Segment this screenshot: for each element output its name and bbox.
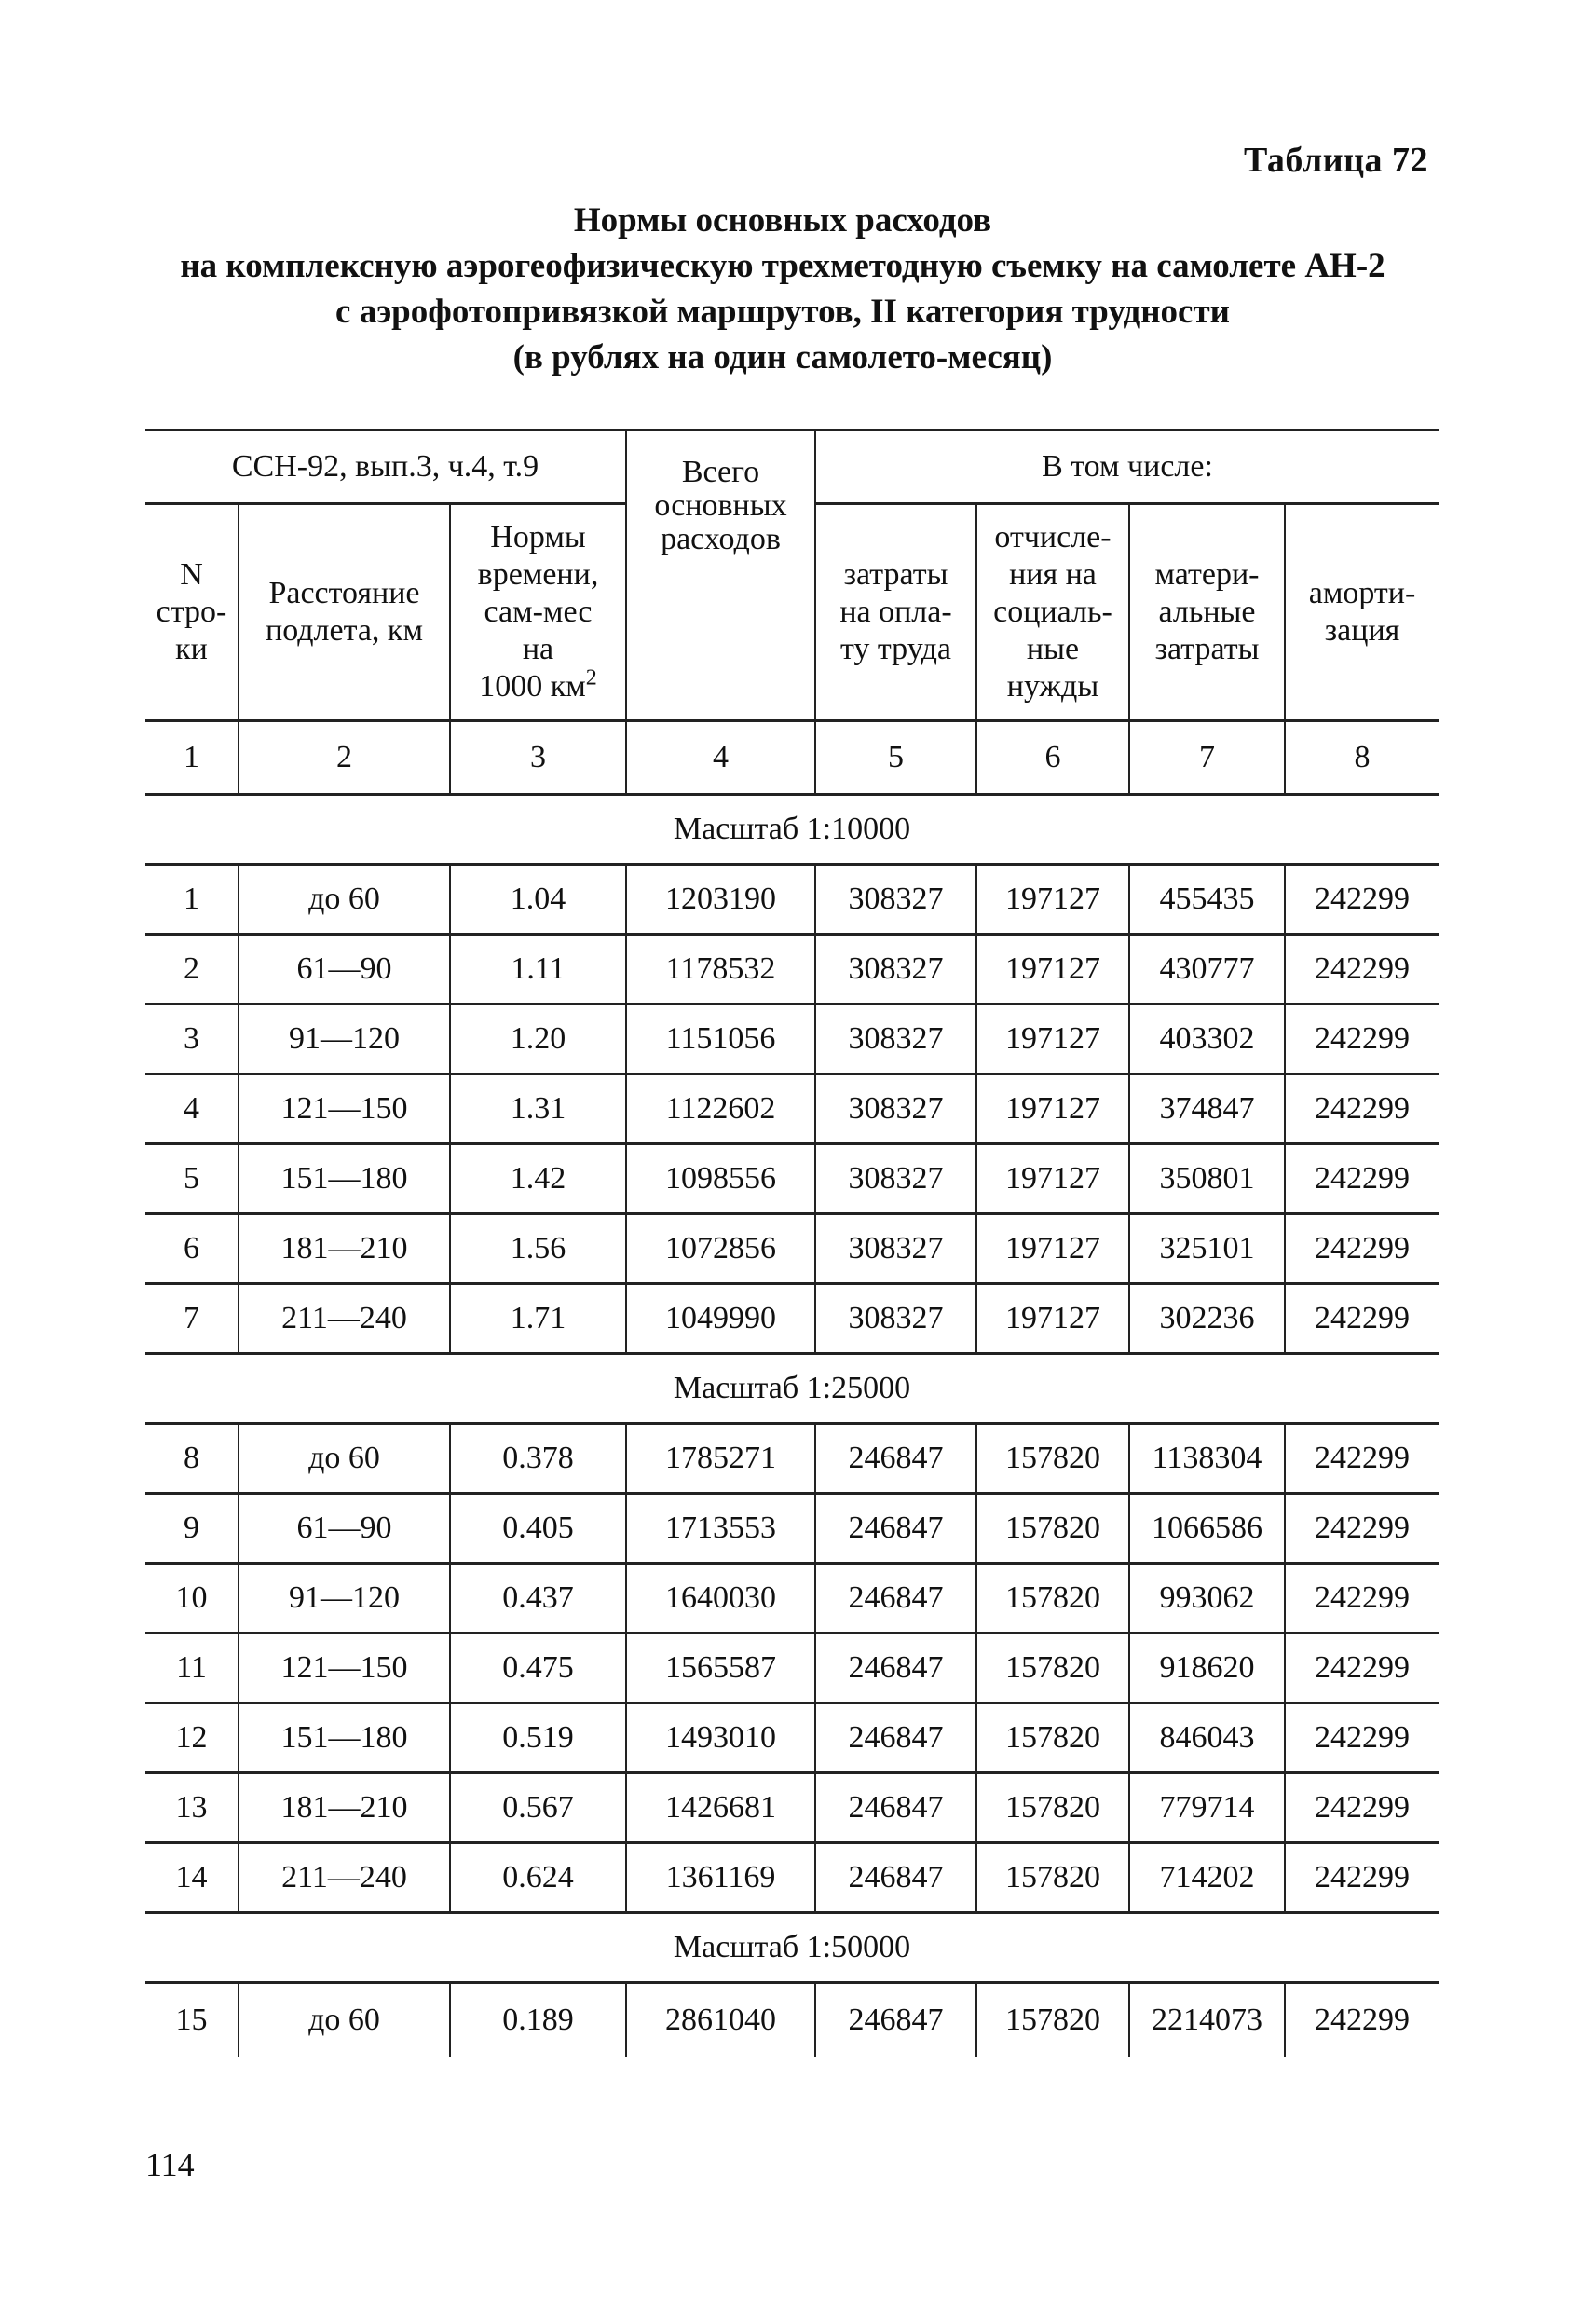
table-label: Таблица 72 — [1243, 141, 1428, 180]
table-cell: 242299 — [1285, 1074, 1439, 1144]
table-cell: 1151056 — [626, 1005, 815, 1074]
table-cell: 0.475 — [450, 1634, 626, 1703]
table-cell: 374847 — [1129, 1074, 1285, 1144]
table-cell: 1178532 — [626, 935, 815, 1005]
table-row — [145, 1214, 1439, 1284]
table-cell: 308327 — [815, 935, 976, 1005]
table-cell: 157820 — [976, 1983, 1129, 2058]
table-cell: 12 — [145, 1703, 239, 1773]
header-line: расходов — [661, 522, 781, 556]
header-line: основных — [654, 488, 787, 523]
header-line: ту труда — [840, 632, 951, 666]
table-cell: 0.519 — [450, 1703, 626, 1773]
header-line — [451, 665, 625, 705]
table-cell: 8 — [145, 1424, 239, 1494]
table-cell: 1565587 — [626, 1634, 815, 1703]
header-line: на — [522, 632, 554, 666]
material-cost-header — [1129, 504, 1285, 721]
table-cell: 61—90 — [239, 1494, 450, 1564]
superscript: 2 — [585, 665, 597, 691]
table-cell: 197127 — [976, 1074, 1129, 1144]
table-cell: 246847 — [815, 1843, 976, 1913]
header-line: матери- — [1154, 557, 1260, 592]
table-row — [145, 1983, 1439, 2058]
header-line: аморти- — [1308, 576, 1416, 610]
table-cell: 918620 — [1129, 1634, 1285, 1703]
table-cell: 61—90 — [239, 935, 450, 1005]
column-number: 4 — [626, 721, 815, 795]
table-cell: 242299 — [1285, 1564, 1439, 1634]
table-cell: 308327 — [815, 865, 976, 935]
table-cell: 6 — [145, 1214, 239, 1284]
table-cell: 0.405 — [450, 1494, 626, 1564]
title-line: с аэрофотопривязкой маршрутов, II категория трудности — [335, 293, 1230, 331]
table-cell: 1426681 — [626, 1773, 815, 1843]
table-cell: 211—240 — [239, 1284, 450, 1354]
table-cell: 242299 — [1285, 1284, 1439, 1354]
table-cell: 403302 — [1129, 1005, 1285, 1074]
depreciation-header — [1285, 504, 1439, 721]
table-cell: 9 — [145, 1494, 239, 1564]
table-cell: 242299 — [1285, 1983, 1439, 2058]
table-cell: 993062 — [1129, 1564, 1285, 1634]
table-cell: 242299 — [1285, 1843, 1439, 1913]
labor-cost-header — [815, 504, 976, 721]
table-cell: 1.56 — [450, 1214, 626, 1284]
table-cell: 246847 — [815, 1983, 976, 2058]
table-cell: 242299 — [1285, 1634, 1439, 1703]
table-body — [145, 795, 1439, 2058]
table-cell: 91—120 — [239, 1564, 450, 1634]
header-line: подлета, км — [266, 613, 423, 648]
column-number: 5 — [815, 721, 976, 795]
table-cell: 246847 — [815, 1634, 976, 1703]
table-cell: 5 — [145, 1144, 239, 1214]
table-row — [145, 1703, 1439, 1773]
table-cell: 197127 — [976, 1144, 1129, 1214]
table-cell: 325101 — [1129, 1214, 1285, 1284]
header-line: Всего — [681, 455, 760, 489]
column-number: 2 — [239, 721, 450, 795]
table-cell: 846043 — [1129, 1703, 1285, 1773]
scale-title: Масштаб 1:50000 — [145, 1913, 1439, 1983]
table-cell: 157820 — [976, 1634, 1129, 1703]
table-cell: 1.31 — [450, 1074, 626, 1144]
social-needs-header — [976, 504, 1129, 721]
table-cell: 197127 — [976, 935, 1129, 1005]
header-line: стро- — [156, 595, 227, 629]
table-cell: 242299 — [1285, 1214, 1439, 1284]
header-line: ки — [175, 632, 208, 666]
header-line-text: 1000 км — [479, 669, 586, 704]
table-cell: 121—150 — [239, 1074, 450, 1144]
table-cell: 11 — [145, 1634, 239, 1703]
table-cell: 714202 — [1129, 1843, 1285, 1913]
table-cell: 211—240 — [239, 1843, 450, 1913]
table-row — [145, 1843, 1439, 1913]
table-cell: 14 — [145, 1843, 239, 1913]
table-cell: до 60 — [239, 865, 450, 935]
table-cell: 302236 — [1129, 1284, 1285, 1354]
table-cell: 157820 — [976, 1773, 1129, 1843]
table-cell: 0.567 — [450, 1773, 626, 1843]
table-cell: 121—150 — [239, 1634, 450, 1703]
table-cell: 308327 — [815, 1214, 976, 1284]
table-cell: 1785271 — [626, 1424, 815, 1494]
table-cell: 1493010 — [626, 1703, 815, 1773]
table-cell: 455435 — [1129, 865, 1285, 935]
table-cell: 1.04 — [450, 865, 626, 935]
table-cell: 197127 — [976, 1214, 1129, 1284]
table-cell: 0.624 — [450, 1843, 626, 1913]
title-line: Нормы основных расходов — [573, 201, 992, 239]
table-cell: 242299 — [1285, 935, 1439, 1005]
time-norms-header — [450, 504, 626, 721]
table-cell: 157820 — [976, 1424, 1129, 1494]
table-cell: 15 — [145, 1983, 239, 2058]
table-cell: 308327 — [815, 1284, 976, 1354]
header-line: времени, — [477, 557, 599, 592]
table-cell: 1098556 — [626, 1144, 815, 1214]
table-row — [145, 1284, 1439, 1354]
table-cell: 242299 — [1285, 1494, 1439, 1564]
table-row — [145, 865, 1439, 935]
header-line: ные — [1026, 632, 1080, 666]
table-cell: 242299 — [1285, 1144, 1439, 1214]
table-cell: 308327 — [815, 1144, 976, 1214]
header-line: сам-мес — [484, 595, 593, 629]
table-cell: 1713553 — [626, 1494, 815, 1564]
table-cell: 246847 — [815, 1564, 976, 1634]
column-number: 7 — [1129, 721, 1285, 795]
header-line: ния на — [1009, 557, 1097, 592]
column-number: 3 — [450, 721, 626, 795]
header-line: Расстояние — [268, 576, 420, 610]
table-cell: 197127 — [976, 865, 1129, 935]
header-line: социаль- — [993, 595, 1112, 629]
header-line: затраты — [843, 557, 948, 592]
table-cell: 246847 — [815, 1424, 976, 1494]
scale-section-row — [145, 1913, 1439, 1983]
table-cell: 157820 — [976, 1843, 1129, 1913]
table-cell: 1 — [145, 865, 239, 935]
table-cell: 1640030 — [626, 1564, 815, 1634]
table-cell: 242299 — [1285, 1005, 1439, 1074]
table-cell: 242299 — [1285, 1773, 1439, 1843]
table-cell: 350801 — [1129, 1144, 1285, 1214]
table-cell: 91—120 — [239, 1005, 450, 1074]
table-cell: 1122602 — [626, 1074, 815, 1144]
table-cell: 246847 — [815, 1773, 976, 1843]
table-cell: 157820 — [976, 1703, 1129, 1773]
table-title — [140, 198, 1425, 380]
header-line: затраты — [1154, 632, 1260, 666]
source-header: ССН-92, вып.3, ч.4, т.9 — [145, 431, 626, 504]
table-row — [145, 1564, 1439, 1634]
title-line: на комплексную аэрогеофизическую трехметодную съемку на самолете АН-2 — [180, 247, 1385, 285]
table-cell: 308327 — [815, 1005, 976, 1074]
table-row — [145, 1074, 1439, 1144]
distance-header — [239, 504, 450, 721]
table-cell: 308327 — [815, 1074, 976, 1144]
table-cell: 157820 — [976, 1494, 1129, 1564]
table-row — [145, 1144, 1439, 1214]
column-number: 1 — [145, 721, 239, 795]
table-row — [145, 1494, 1439, 1564]
header-line: N — [180, 557, 203, 592]
table-cell: 151—180 — [239, 1144, 450, 1214]
table-cell: 246847 — [815, 1494, 976, 1564]
column-number: 6 — [976, 721, 1129, 795]
table-cell: 242299 — [1285, 1424, 1439, 1494]
title-line: (в рублях на один самолето-месяц) — [512, 338, 1053, 376]
norms-table — [145, 429, 1439, 2057]
table-cell: 1066586 — [1129, 1494, 1285, 1564]
table-cell: 10 — [145, 1564, 239, 1634]
table-cell: 1049990 — [626, 1284, 815, 1354]
table-cell: 1.20 — [450, 1005, 626, 1074]
table-cell: 1.71 — [450, 1284, 626, 1354]
table-cell: 0.437 — [450, 1564, 626, 1634]
header-line: альные — [1158, 595, 1256, 629]
table-row — [145, 1634, 1439, 1703]
table-cell: до 60 — [239, 1983, 450, 2058]
table-cell: 13 — [145, 1773, 239, 1843]
table-row — [145, 935, 1439, 1005]
table-cell: 3 — [145, 1005, 239, 1074]
table-row — [145, 1773, 1439, 1843]
table-cell: 1.42 — [450, 1144, 626, 1214]
scale-title: Масштаб 1:25000 — [145, 1354, 1439, 1424]
table-cell: 197127 — [976, 1284, 1129, 1354]
header-line: на опла- — [839, 595, 952, 629]
table-cell: 1361169 — [626, 1843, 815, 1913]
table-cell: 157820 — [976, 1564, 1129, 1634]
table-row — [145, 1005, 1439, 1074]
table-cell: 779714 — [1129, 1773, 1285, 1843]
table-cell: 0.189 — [450, 1983, 626, 2058]
header-line: нужды — [1006, 669, 1099, 704]
table-cell: 1138304 — [1129, 1424, 1285, 1494]
table-cell: 7 — [145, 1284, 239, 1354]
table-row — [145, 1424, 1439, 1494]
header-line: отчисле- — [994, 520, 1112, 554]
table-cell: 4 — [145, 1074, 239, 1144]
header-line: Нормы — [490, 520, 586, 554]
table-cell: 246847 — [815, 1703, 976, 1773]
row-number-header — [145, 504, 239, 721]
table-cell: 181—210 — [239, 1773, 450, 1843]
scale-section-row — [145, 1354, 1439, 1424]
table-cell: 151—180 — [239, 1703, 450, 1773]
column-number: 8 — [1285, 721, 1439, 795]
table-cell: 1203190 — [626, 865, 815, 935]
table-cell: 1.11 — [450, 935, 626, 1005]
table-cell: 242299 — [1285, 865, 1439, 935]
scale-section-row — [145, 795, 1439, 865]
including-header: В том числе: — [815, 431, 1439, 504]
table-cell: до 60 — [239, 1424, 450, 1494]
table-cell: 197127 — [976, 1005, 1129, 1074]
scale-title: Масштаб 1:10000 — [145, 795, 1439, 865]
total-header — [626, 431, 815, 721]
table-cell: 0.378 — [450, 1424, 626, 1494]
table-cell: 2214073 — [1129, 1983, 1285, 2058]
table-cell: 2 — [145, 935, 239, 1005]
page-number: 114 — [145, 2146, 195, 2183]
table-cell: 1072856 — [626, 1214, 815, 1284]
table-cell: 2861040 — [626, 1983, 815, 2058]
header-line: зация — [1324, 613, 1400, 648]
table-cell: 430777 — [1129, 935, 1285, 1005]
table-cell: 181—210 — [239, 1214, 450, 1284]
table-cell: 242299 — [1285, 1703, 1439, 1773]
